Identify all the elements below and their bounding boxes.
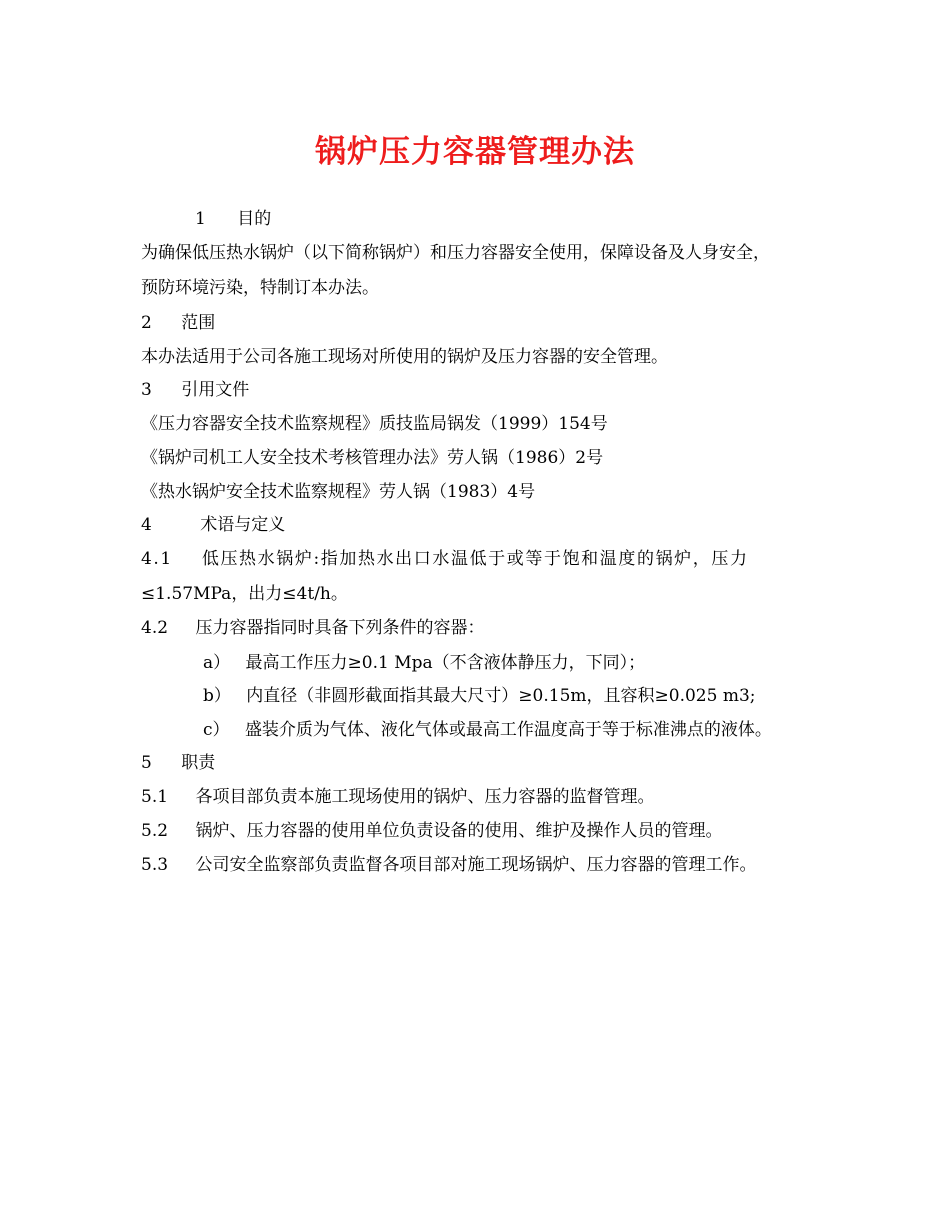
subsection-number: 4.1 bbox=[141, 549, 173, 569]
list-item bbox=[203, 718, 772, 742]
section-title: 目的 bbox=[237, 209, 272, 229]
reference-item: 《热水锅炉安全技术监察规程》劳人锅（1983）4号 bbox=[141, 482, 536, 502]
subsection-5-1 bbox=[141, 785, 654, 809]
list-item-text: 最高工作压力≥0.1 Mpa（不含液体静压力，下同）； bbox=[245, 653, 646, 673]
list-item-text: 内直径（非圆形截面指其最大尺寸）≥0.15m，且容积≥0.025 m3; bbox=[246, 686, 756, 706]
list-item bbox=[203, 684, 756, 708]
section-4-heading bbox=[141, 513, 285, 537]
section-number: 5 bbox=[141, 753, 152, 773]
subsection-number: 5.3 bbox=[141, 855, 169, 875]
section-title: 范围 bbox=[181, 313, 216, 333]
section-1-heading bbox=[195, 207, 271, 231]
subsection-text: 各项目部负责本施工现场使用的锅炉、压力容器的监督管理。 bbox=[195, 787, 655, 807]
subsection-number: 4.2 bbox=[141, 618, 169, 638]
subsection-number: 5.1 bbox=[141, 787, 169, 807]
section-5-heading bbox=[141, 751, 215, 775]
section-number: 2 bbox=[141, 313, 152, 333]
subsection-text: 公司安全监察部负责监督各项目部对施工现场锅炉、压力容器的管理工作。 bbox=[195, 855, 757, 875]
section-3-heading bbox=[141, 378, 249, 402]
paragraph-line: ≤1.57MPa，出力≤4t/h。 bbox=[141, 584, 348, 604]
subsection-text: 低压热水锅炉:指加热水出口水温低于或等于饱和温度的锅炉，压力 bbox=[201, 549, 749, 569]
paragraph-line: 为确保低压热水锅炉（以下简称锅炉）和压力容器安全使用，保障设备及人身安全， bbox=[141, 243, 770, 263]
section-number: 4 bbox=[141, 515, 152, 535]
subsection-5-3 bbox=[141, 853, 756, 877]
list-item bbox=[203, 651, 645, 675]
subsection-5-2 bbox=[141, 819, 722, 843]
subsection-text: 压力容器指同时具备下列条件的容器： bbox=[195, 618, 485, 638]
subsection-text: 锅炉、压力容器的使用单位负责设备的使用、维护及操作人员的管理。 bbox=[195, 821, 723, 841]
section-number: 1 bbox=[195, 209, 206, 229]
paragraph-line: 本办法适用于公司各施工现场对所使用的锅炉及压力容器的安全管理。 bbox=[141, 347, 668, 367]
document-title: 锅炉压力容器管理办法 bbox=[315, 134, 635, 170]
reference-item: 《压力容器安全技术监察规程》质技监局锅发（1999）154号 bbox=[141, 414, 608, 434]
subsection-number: 5.2 bbox=[141, 821, 169, 841]
section-title: 术语与定义 bbox=[200, 515, 286, 535]
section-title: 职责 bbox=[181, 753, 216, 773]
list-item-label: a） bbox=[203, 653, 231, 673]
list-item-label: b） bbox=[203, 686, 231, 706]
paragraph-line: 预防环境污染，特制订本办法。 bbox=[141, 278, 379, 298]
section-2-heading bbox=[141, 311, 215, 335]
list-item-label: c） bbox=[203, 720, 230, 740]
section-number: 3 bbox=[141, 380, 152, 400]
section-title: 引用文件 bbox=[181, 380, 250, 400]
list-item-text: 盛装介质为气体、液化气体或最高工作温度高于等于标准沸点的液体。 bbox=[244, 720, 772, 740]
reference-item: 《锅炉司机工人安全技术考核管理办法》劳人锅（1986）2号 bbox=[141, 448, 604, 468]
subsection-4-1 bbox=[141, 547, 749, 571]
subsection-4-2 bbox=[141, 616, 484, 640]
